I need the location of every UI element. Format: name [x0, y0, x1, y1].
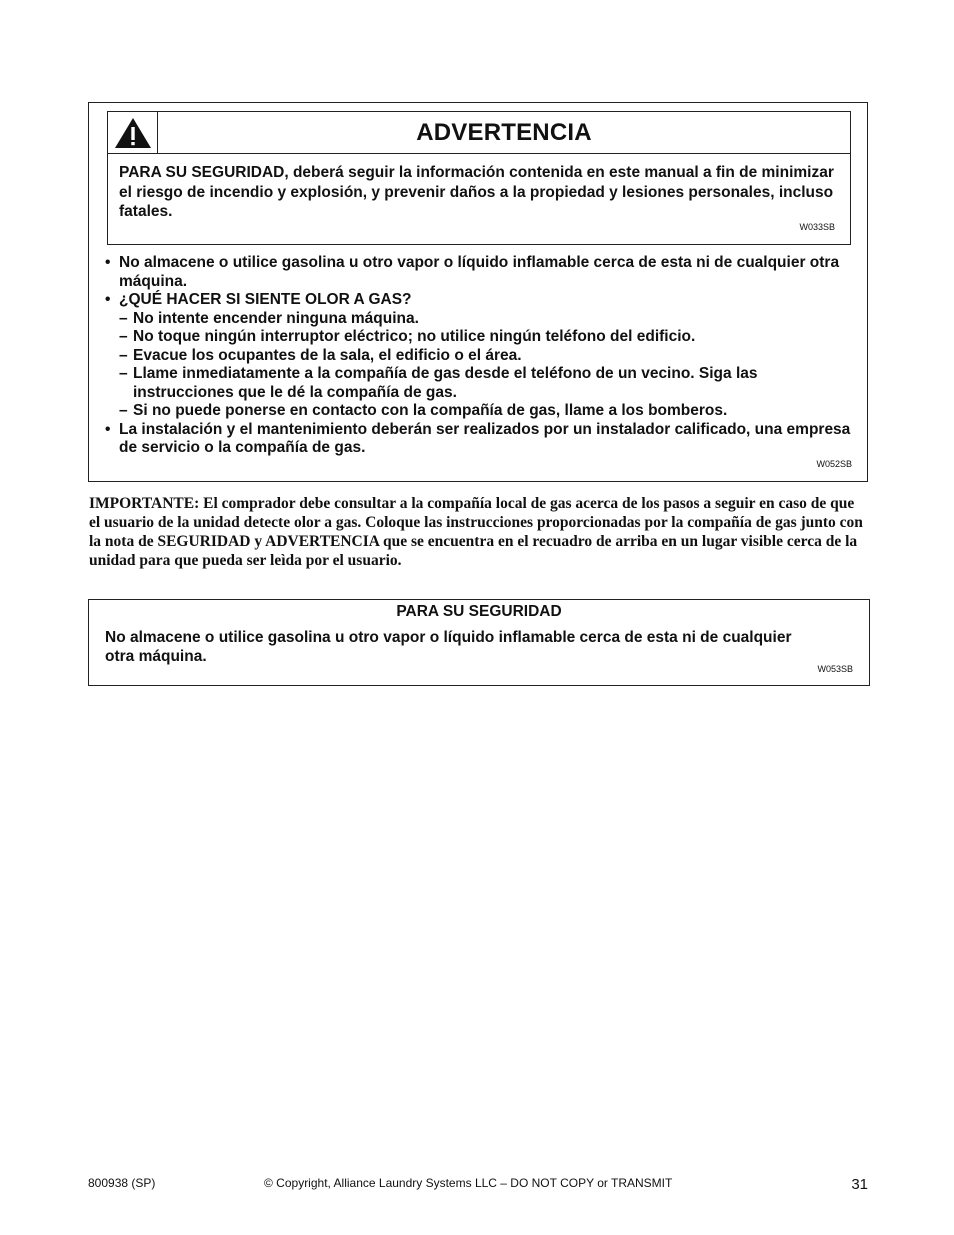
- safety-code: W053SB: [817, 664, 853, 674]
- gas-step: – Si no puede ponerse en contacto con la compañía de gas, llame a los bomberos.: [119, 402, 728, 419]
- warning-outer-code: W052SB: [816, 459, 852, 469]
- warning-intro-code: W033SB: [799, 222, 835, 232]
- safety-body: No almacene o utilice gasolina u otro vapor o líquido inflamable cerca de esta ni de cualquier otra máquina.: [105, 629, 792, 665]
- safety-title: PARA SU SEGURIDAD: [396, 603, 562, 620]
- warning-triangle-icon: [113, 116, 153, 150]
- footer-copyright: © Copyright, Alliance Laundry Systems LLC – DO NOT COPY or TRANSMIT: [264, 1176, 673, 1190]
- gas-step: – Llame inmediatamente a la compañía de gas desde el teléfono de un vecino. Siga las instrucciones que le dé la compañía de gas.: [119, 365, 758, 401]
- bullet-text: La instalación y el mantenimiento deberán ser realizados por un instalador calificado, una empresa de servicio o la compañía de gas.: [119, 420, 851, 456]
- warning-box: [88, 102, 868, 482]
- gas-step-text: No toque ningún interruptor eléctrico; no utilice ningún teléfono del edificio.: [133, 328, 696, 345]
- page-number: 31: [851, 1176, 868, 1193]
- warning-inner-box: [107, 111, 851, 245]
- warning-title: ADVERTENCIA: [416, 118, 592, 146]
- gas-step: – Evacue los ocupantes de la sala, el edificio o el área.: [119, 346, 522, 364]
- gas-step-text: Evacue los ocupantes de la sala, el edificio o el área.: [133, 346, 522, 364]
- gas-step-text: No intente encender ninguna máquina.: [133, 309, 419, 327]
- warning-header: [108, 112, 850, 154]
- warning-bullet-list: [105, 254, 855, 458]
- important-note: IMPORTANTE: El comprador debe consultar a la compañía local de gas acerca de los pasos a seguir en caso de que el usuario de la unidad detecte olor a gas. Coloque las instrucciones proporcionadas por la compañía de gas junto con la nota de SEGURIDAD y ADVERTENCIA que se encuentra en el recuadro de arriba en un lugar visible cerca de la unidad para que pueda ser leìda por el usuario.: [89, 495, 863, 569]
- bullet-text: ¿QUÉ HACER SI SIENTE OLOR A GAS?: [119, 291, 412, 308]
- gas-step: – No toque ningún interruptor eléctrico; no utilice ningún teléfono del edificio.: [119, 328, 696, 345]
- gas-steps-list: [105, 310, 855, 421]
- bullet-item: • La instalación y el mantenimiento deberán ser realizados por un instalador calificado, una empresa de servicio o la compañía de gas.: [105, 420, 851, 456]
- footer-doc-number: 800938 (SP): [88, 1176, 156, 1190]
- gas-step-text: Si no puede ponerse en contacto con la compañía de gas, llame a los bomberos.: [133, 402, 728, 419]
- bullet-item: • No almacene o utilice gasolina u otro vapor o líquido inflamable cerca de esta ni de cualquier otra máquina.: [105, 254, 840, 290]
- warning-icon-cell: [108, 112, 158, 153]
- bullet-item: • ¿QUÉ HACER SI SIENTE OLOR A GAS?: [105, 291, 412, 308]
- gas-step-text: Llame inmediatamente a la compañía de gas desde el teléfono de un vecino. Siga las instrucciones que le dé la compañía de gas.: [133, 365, 758, 401]
- gas-step: – No intente encender ninguna máquina.: [119, 309, 419, 327]
- bullet-text: No almacene o utilice gasolina u otro vapor o líquido inflamable cerca de esta ni de cualquier otra máquina.: [119, 254, 840, 290]
- safety-box: [88, 599, 870, 686]
- warning-intro: PARA SU SEGURIDAD, deberá seguir la información contenida en este manual a fin de minimizar el riesgo de incendio y explosión, y prevenir daños a la propiedad y lesiones personales, incluso fatales.: [119, 164, 834, 220]
